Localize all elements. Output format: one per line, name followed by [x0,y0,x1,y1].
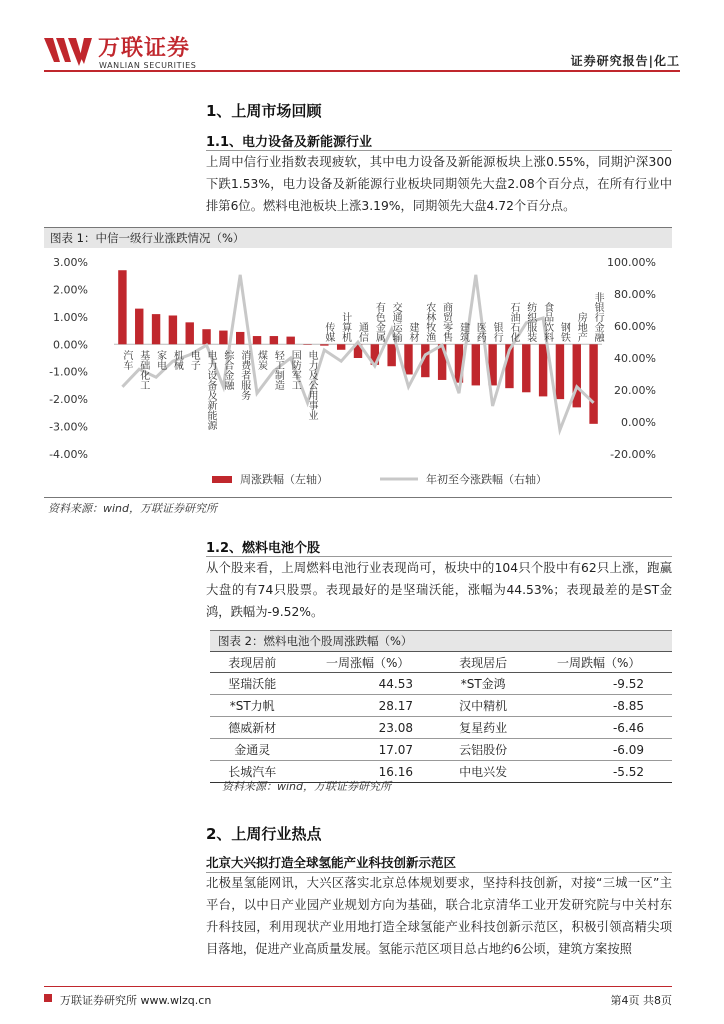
legend-bar-label: 周涨跌幅（左轴） [240,473,328,486]
col-header-top-stocks: 表现居前 [210,652,294,673]
col-header-bottom-stocks: 表现居后 [441,652,525,673]
table-row [210,739,672,761]
cell-top-gain: 23.08 [294,717,441,739]
weekly-return-bar [320,344,328,345]
table-header-row [210,652,672,673]
category-label: 家电 [154,350,166,371]
weekly-return-bar [589,344,597,424]
news-paragraph [206,872,672,960]
table-source: 资料来源：wind，万联证券研究所 [222,780,392,793]
category-label: 通信 [356,322,368,343]
weekly-return-bar [522,344,530,392]
right-axis-tick-label: 80.00% [614,288,656,301]
category-label: 医药 [474,322,486,343]
cell-bottom-loss: -6.46 [525,717,672,739]
col-header-bottom-loss: 一周跌幅（%） [525,652,672,673]
category-label: 房地产 [575,312,587,343]
weekly-return-bar [202,329,210,344]
cell-bottom-stock: 汉中精机 [441,695,525,717]
weekly-return-bar [118,270,126,344]
report-type-label: 证券研究报告|化工 [570,54,680,68]
category-label: 国防军工 [289,350,301,391]
figure-1-title-band [44,227,672,248]
table-title: 图表 2：燃料电池个股周涨跌幅（%） [210,630,672,651]
weekly-return-bar [539,344,547,396]
news-title: 北京大兴拟打造全球氢能产业科技创新示范区 [206,855,457,870]
footer-marker-icon [44,994,52,1002]
weekly-return-bar [472,344,480,385]
cell-top-gain: 16.16 [294,761,441,783]
weekly-return-bar [236,332,244,344]
category-label: 消费者服务 [238,350,250,401]
category-label: 电力设备及新能源 [205,350,217,431]
weekly-return-bar [387,344,395,366]
cell-top-stock: 长城汽车 [210,761,294,783]
right-axis-tick-label: -20.00% [610,448,656,461]
weekly-return-bar [270,336,278,344]
report-header [44,36,680,70]
cell-top-gain: 17.07 [294,739,441,761]
category-label: 银行 [491,322,503,343]
industry-return-chart [44,247,672,497]
footer-divider [44,986,672,987]
subsection-1-1-paragraph [206,151,672,217]
category-label: 非银行金融 [592,292,604,343]
left-axis-tick-label: 3.00% [53,256,88,269]
subsection-1-2-paragraph [206,557,672,623]
figure-1-title: 图表 1：中信一级行业涨跌情况（%） [50,231,245,245]
cell-bottom-stock: 中电兴发 [441,761,525,783]
table-row [210,717,672,739]
category-label: 石油石化 [507,302,519,343]
cell-bottom-loss: -8.85 [525,695,672,717]
left-axis-tick-label: 0.00% [53,338,88,352]
section-1-title: 1、上周市场回顾 [206,102,322,120]
paragraph-text: 上周中信行业指数表现疲软，其中电力设备及新能源板块上涨0.55%，同期沪深300下跌1.53%，电力设备及新能源行业板块同期领先大盘2.08个百分点，在所有行业中排第6位。燃料电池板块上涨3.19%，同期领先大盘4.72个百分点。 [206,155,672,213]
table-row [210,695,672,717]
category-label: 计算机 [339,312,351,343]
cell-top-stock: 德威新材 [210,717,294,739]
category-label: 汽车 [120,350,132,371]
logo-chinese-name: 万联证券 [98,36,191,61]
fuel-cell-stock-table [210,630,672,783]
legend-bar-swatch [212,476,232,483]
cell-top-stock: 金通灵 [210,739,294,761]
table-row [210,673,672,695]
section-2-title: 2、上周行业热点 [206,825,322,843]
right-axis-tick-label: 60.00% [614,320,656,333]
category-label: 传媒 [322,322,334,343]
weekly-return-bar [169,315,177,344]
stock-table [210,651,672,783]
figure-1-chart [44,247,672,498]
figure-1-source: 资料来源：wind，万联证券研究所 [48,502,218,515]
category-label: 基础化工 [137,350,149,391]
weekly-return-bar [404,344,412,374]
category-label: 电力及公用事业 [306,350,318,421]
right-axis-tick-label: 40.00% [614,352,656,365]
left-axis-tick-label: -4.00% [49,448,88,461]
left-axis-tick-label: 1.00% [53,310,88,324]
right-axis-tick-label: 0.00% [621,416,656,429]
logo-english-name: WANLIAN SECURITIES [99,61,197,70]
weekly-return-bar [286,337,294,345]
header-divider [44,70,680,72]
left-axis-tick-label: -3.00% [49,420,88,434]
category-label: 建材 [406,322,418,343]
subsection-1-1-title: 1.1、电力设备及新能源行业 [206,135,373,150]
weekly-return-bar [303,344,311,345]
col-header-top-gain: 一周涨幅（%） [294,652,441,673]
right-axis-tick-label: 100.00% [607,256,656,269]
weekly-return-bar [337,344,345,349]
weekly-return-bar [253,336,261,344]
cell-bottom-loss: -6.09 [525,739,672,761]
category-label: 机械 [171,350,183,371]
category-label: 商贸零售 [440,302,452,343]
category-label: 电子 [188,350,200,371]
cell-top-stock: *ST力帆 [210,695,294,717]
weekly-return-bar [219,331,227,345]
footer-website: 万联证券研究所 www.wlzq.cn [60,994,212,1007]
category-label: 纺织服装 [524,302,536,343]
category-label: 煤炭 [255,350,267,371]
cell-bottom-loss: -9.52 [525,673,672,695]
cell-top-gain: 44.53 [294,673,441,695]
cell-bottom-loss: -5.52 [525,761,672,783]
left-axis-tick-label: -1.00% [49,365,88,379]
subsection-1-2-title: 1.2、燃料电池个股 [206,541,321,556]
cell-bottom-stock: 云铝股份 [441,739,525,761]
category-label: 农林牧渔 [423,302,435,343]
category-label: 钢铁 [558,322,570,343]
cell-bottom-stock: 复星药业 [441,717,525,739]
cell-top-stock: 坚瑞沃能 [210,673,294,695]
category-label: 轻工制造 [272,350,284,391]
category-label: 建筑 [457,322,469,343]
left-axis-tick-label: -2.00% [49,393,88,407]
paragraph-text: 从个股来看，上周燃料电池行业表现尚可，板块中的104只个股中有62只上涨，跑赢大盘的有74只股票。表现最好的是坚瑞沃能，涨幅为44.53%；表现最差的是ST金鸿，跌幅为-9.52%。 [206,561,672,619]
paragraph-text: 北极星氢能网讯，大兴区落实北京总体规划要求，坚持科技创新，对接“三城一区”主平台，以中日产业园产业规划方向为基础，联合北京清华工业开发研究院与中关村东升科技园，利用现状产业用地打造全球氢能产业科技创新示范区，积极引领高精尖项目落地，促进产业高质量发展。氢能示范区项目总占地约6公顷，建筑方案按照 [206,876,672,956]
category-label: 交通运输 [390,302,402,343]
right-axis-tick-label: 20.00% [614,384,656,397]
category-label: 食品饮料 [541,302,553,343]
cell-top-gain: 28.17 [294,695,441,717]
wanlian-logo-icon [44,36,94,68]
weekly-return-bar [186,322,194,344]
weekly-return-bar [556,344,564,399]
cell-bottom-stock: *ST金鸿 [441,673,525,695]
legend-line-label: 年初至今涨跌幅（右轴） [426,473,547,486]
weekly-return-bar [152,314,160,344]
page-number: 第4页 共8页 [610,994,672,1007]
category-label: 有色金属 [373,302,385,343]
weekly-return-bar [135,309,143,345]
left-axis-tick-label: 2.00% [53,283,88,297]
category-label: 综合金融 [221,350,233,391]
